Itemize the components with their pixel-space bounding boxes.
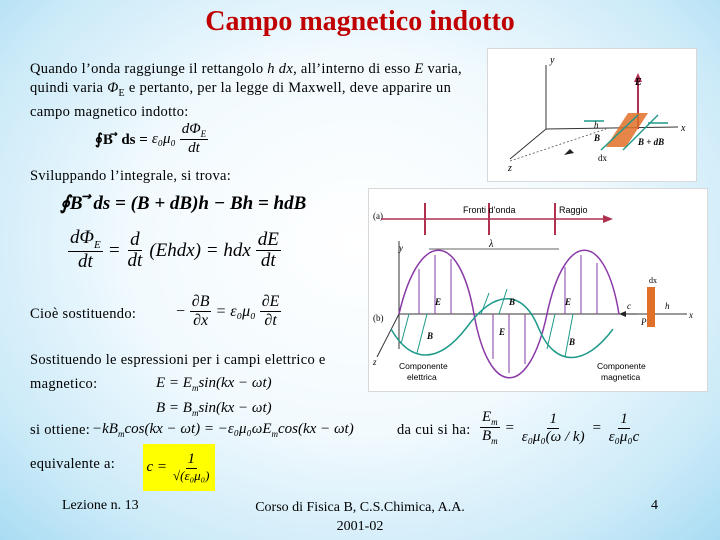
intro-text: Quando l’onda raggiunge il rettangolo xyxy=(30,61,268,77)
eq-fraction xyxy=(171,452,211,483)
frac-den: ε₀μ₀c xyxy=(608,428,640,445)
x-axis xyxy=(546,127,678,129)
intro-symbol: h dx xyxy=(267,61,294,77)
frac-den: ∂t xyxy=(264,311,277,329)
label-e: E xyxy=(635,77,642,88)
intro-text: quindi varia xyxy=(30,80,108,96)
maxwell-equation xyxy=(95,122,208,157)
b-vector xyxy=(499,289,507,314)
ray-label: Raggio xyxy=(559,205,588,215)
panel-b-label: (b) xyxy=(373,313,384,323)
label-b: B xyxy=(427,331,434,341)
intro-line-2 xyxy=(30,79,485,103)
frac-den: B xyxy=(482,428,492,445)
axis-label-y: y xyxy=(550,55,555,66)
speed-of-light-equation xyxy=(143,444,215,491)
frac-num: dΦ xyxy=(181,121,201,137)
wave-figure xyxy=(368,188,708,392)
intro-text: e pertanto, per la legge di Maxwell, deve apparire un xyxy=(124,80,452,96)
label-b: B xyxy=(509,297,516,307)
rectangle-figure xyxy=(487,48,697,182)
b-vector xyxy=(401,314,409,344)
label-b: B xyxy=(594,133,601,143)
eq-sign: = xyxy=(107,239,121,261)
magnetic-component-label: magnetica xyxy=(601,372,641,382)
page-number: 4 xyxy=(651,498,658,513)
label-dx: dx xyxy=(598,153,607,163)
footer-course-line-1: Corso di Fisica B, C.S.Chimica, A.A. xyxy=(255,500,465,515)
frac-den: dt xyxy=(127,249,143,271)
label-e: E xyxy=(499,327,506,337)
c-arrowhead xyxy=(619,311,626,317)
intro-line-1 xyxy=(30,60,485,79)
b-vector xyxy=(547,314,555,349)
frac-num: 1 xyxy=(549,411,557,428)
footer-course-line-2: 2001-02 xyxy=(336,519,384,534)
eq-text: cos(kx − ωt) = −ε₀μ₀ωE xyxy=(124,421,272,437)
derived-equation xyxy=(92,421,354,439)
magnetic-component-label: Componente xyxy=(597,361,646,371)
field-expressions xyxy=(156,373,272,423)
eq-coef: ε₀μ₀ xyxy=(151,130,176,147)
intro-line-3: campo magnetico indotto: xyxy=(30,103,189,120)
eq-sign: = ε₀μ₀ xyxy=(215,302,256,320)
b-vector xyxy=(417,314,427,353)
rectangle-hdx xyxy=(647,287,655,327)
eq-sub: m xyxy=(191,408,199,418)
axis-label-x: x xyxy=(681,123,686,134)
eq-text: c = xyxy=(146,459,168,475)
eq-sub: m xyxy=(191,383,199,393)
eq-fraction xyxy=(520,412,587,445)
eq-fraction xyxy=(607,412,642,445)
arrowhead xyxy=(564,149,574,155)
eq-text: −kB xyxy=(92,421,118,437)
electric-component-label: Componente xyxy=(399,361,448,371)
eq-middle: (Ehdx) = hdx xyxy=(149,239,251,261)
axis-label-z: z xyxy=(373,357,377,367)
frac-num: dE xyxy=(257,228,279,250)
label-b-plus-db: B + dB xyxy=(638,137,665,147)
eq-fraction xyxy=(180,122,208,157)
si-ottiene-text: si ottiene: xyxy=(30,422,91,438)
frac-den: ε₀μ₀(ω / k) xyxy=(521,428,585,445)
frac-num: 1 xyxy=(620,411,628,428)
equivalente-text: equivalente a: xyxy=(30,456,116,472)
intro-symbol: Φ xyxy=(107,80,119,96)
label-h: h xyxy=(594,120,599,130)
frac-den: ∂x xyxy=(193,311,209,329)
intro-text: , all’interno di esso xyxy=(293,61,415,77)
frac-sub: E xyxy=(93,238,101,251)
eq-lhs: ∮B ⃗ ds = xyxy=(95,131,148,148)
amplitude-ratio-equation xyxy=(480,410,641,447)
eq-sign: = xyxy=(591,420,602,437)
frac-num: dΦ xyxy=(70,227,94,248)
panel-a-label: (a) xyxy=(373,211,383,221)
eq-text: B = B xyxy=(156,400,192,416)
axis-label-y: y xyxy=(399,243,403,253)
partial-derivative-equation xyxy=(175,294,281,329)
frac-den: √(ε₀μ₀) xyxy=(173,467,210,483)
eq-fraction xyxy=(480,410,500,447)
sviluppando-text: Sviluppando l’integrale, si trova: xyxy=(30,168,232,184)
label-c: c xyxy=(627,301,631,311)
slide-title: Campo magnetico indotto xyxy=(205,6,515,37)
flux-derivative-equation xyxy=(68,228,281,273)
b-field-expression xyxy=(156,398,272,423)
frac-den: dt xyxy=(77,251,93,273)
eq-text: cos(kx − ωt) xyxy=(278,421,354,437)
guide-line xyxy=(510,129,606,161)
label-h: h xyxy=(665,301,670,311)
intro-paragraph xyxy=(30,60,485,122)
label-e: E xyxy=(565,297,572,307)
eq-sign: − xyxy=(175,302,186,320)
z-axis xyxy=(510,129,546,159)
frac-den: dt xyxy=(188,140,200,157)
footer-lesson: Lezione n. 13 xyxy=(62,498,139,513)
intro-text: varia, xyxy=(423,61,462,77)
frac-num: E xyxy=(482,409,492,425)
eq-text: sin(kx − ωt) xyxy=(198,400,272,416)
label-p: P xyxy=(641,317,647,327)
integral-equation: ∮B ⃗ ds = (B + dB)h − Bh = hdB xyxy=(60,193,307,214)
frac-num: d xyxy=(130,228,140,250)
eq-fraction xyxy=(68,228,103,273)
axis-label-x: x xyxy=(689,310,693,320)
lambda-label: λ xyxy=(489,239,494,250)
label-b: B xyxy=(569,337,576,347)
frac-num: ∂B xyxy=(191,293,210,310)
electric-component-label: elettrica xyxy=(407,372,437,382)
eq-text: E = E xyxy=(156,375,192,391)
eq-fraction xyxy=(256,230,281,272)
intro-subscript: E xyxy=(118,87,125,99)
da-cui-text: da cui si ha: xyxy=(397,422,471,438)
label-dx: dx xyxy=(649,276,657,285)
cioe-text: Cioè sostituendo: xyxy=(30,306,137,322)
eq-text: sin(kx − ωt) xyxy=(198,375,272,391)
wave-diagram xyxy=(369,189,707,391)
intro-symbol: E xyxy=(414,61,424,77)
frac-num: 1 xyxy=(187,450,195,467)
eq-sub: m xyxy=(117,429,125,439)
sostituendo-line-1: Sostituendo le espressioni per i campi elettrico e xyxy=(30,352,326,368)
frac-sub: m xyxy=(491,436,498,447)
frac-sub: m xyxy=(491,417,498,427)
rectangle-diagram xyxy=(488,49,696,181)
eq-sub: m xyxy=(271,429,279,439)
axis-label-z: z xyxy=(508,163,512,174)
footer-course xyxy=(236,498,484,536)
frac-den: dt xyxy=(260,249,276,271)
frac-num: ∂E xyxy=(261,293,280,310)
ray-arrowhead xyxy=(603,215,613,223)
wavefronts-label: Fronti d’onda xyxy=(463,205,516,215)
eq-fraction xyxy=(190,294,212,329)
eq-fraction xyxy=(260,294,282,329)
e-field-expression xyxy=(156,373,272,398)
b-vector xyxy=(565,314,576,357)
frac-sub: E xyxy=(200,129,207,139)
eq-sign: = xyxy=(504,420,515,437)
eq-fraction xyxy=(126,230,145,272)
b-vector xyxy=(481,293,489,314)
label-e: E xyxy=(435,297,442,307)
sostituendo-line-2: magnetico: xyxy=(30,376,98,392)
